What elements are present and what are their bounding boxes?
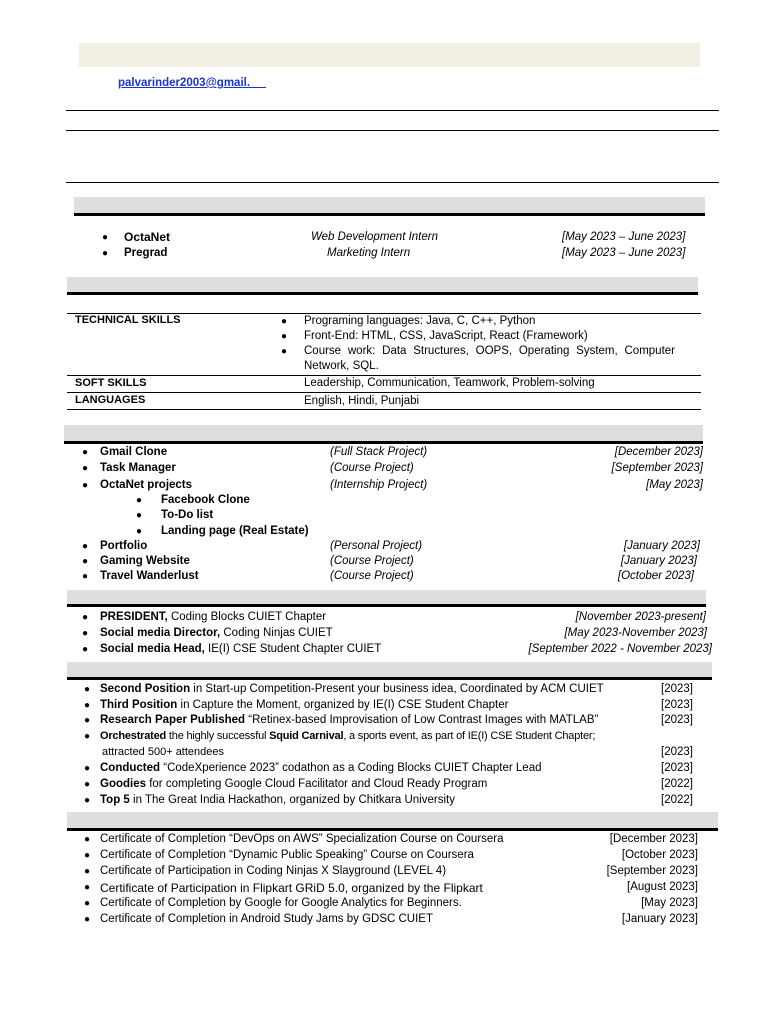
bullet: ● [84,700,91,711]
achievement-bold: Squid Carnival [269,730,344,742]
section-rule [67,677,712,680]
skill-label: SOFT SKILLS [75,377,147,389]
bullet: ● [136,526,143,537]
bullet: ● [84,898,91,909]
experience-dates: [May 2023 – June 2023] [562,231,686,243]
section-rule [67,604,706,607]
achievement-entry [100,699,508,711]
position-title: Social media Head, [100,643,205,655]
certificate-text: Certificate of Participation in Coding Ninjas X Slayground (LEVEL 4) [100,865,447,877]
bullet: ● [82,480,89,491]
bullet: ● [84,715,91,726]
project-type: (Course Project) [330,570,414,582]
project-date: [September 2023] [611,462,703,474]
divider [66,182,719,183]
bullet: ● [84,866,91,877]
bullet: ● [82,541,89,552]
certificates-section-band [67,812,718,828]
experience-dates: [May 2023 – June 2023] [562,247,686,259]
achievement-text: “Retinex-based Improvisation of Low Contrast Images with MATLAB” [245,714,599,726]
certificate-date: [January 2023] [621,913,698,925]
table-rule [67,375,701,376]
project-type: (Course Project) [330,555,414,567]
email-link[interactable]: palvarinder2003@gmail. [118,77,251,89]
project-date: [May 2023] [646,479,703,491]
achievement-year: [2022] [661,794,693,806]
subproject-name: Facebook Clone [161,494,250,506]
project-name: Gmail Clone [100,446,168,458]
positions-section-band [67,590,706,605]
bullet: ● [84,795,91,806]
experience-org: Pregrad [124,247,168,259]
achievement-year: [2023] [661,746,693,758]
certificate-text: Certificate of Completion in Android Study Jams by GDSC CUIET [100,913,433,925]
achievement-entry [100,730,595,742]
experience-role: Marketing Intern [327,247,411,259]
experience-role: Web Development Intern [311,231,438,243]
bullet: ● [82,463,89,474]
skills-section-band [67,277,698,293]
achievement-text: in Start-up Competition-Present your business idea, Coordinated by ACM CUIET [190,683,604,695]
certificate-text: Certificate of Completion by Google for Google Analytics for Beginners. [100,897,462,909]
certificate-date: [May 2023] [641,897,698,909]
achievement-bold: Orchestrated [100,730,167,742]
experience-section-band [74,197,705,213]
achievement-bold: Goodies [100,778,147,790]
position-entry [100,627,333,639]
position-date: [November 2023-present] [575,611,706,623]
bullet: ● [136,495,143,506]
bullet: ● [82,628,89,639]
achievement-bold: Second Position [100,683,191,695]
skill-label: LANGUAGES [75,394,146,406]
position-org: Coding Ninjas CUIET [220,627,333,639]
project-name: Travel Wanderlust [100,570,199,582]
project-type: (Course Project) [330,462,414,474]
subproject-name: To-Do list [161,509,214,521]
skill-item: Leadership, Communication, Teamwork, Problem-solving [304,377,595,389]
achievement-entry [100,794,455,806]
project-date: [October 2023] [617,570,694,582]
project-name: OctaNet projects [100,479,193,491]
skill-item: Front-End: HTML, CSS, JavaScript, React (Framework) [304,330,588,342]
achievement-year: [2023] [661,699,693,711]
achievement-bold: Conducted [100,762,161,774]
bullet: ● [82,556,89,567]
bullet: ● [281,331,288,342]
bullet: ● [82,571,89,582]
achievement-year: [2023] [661,683,693,695]
achievement-text: attracted 500+ attendees [102,746,225,758]
achievements-section-band [67,662,712,678]
certificate-text: Certificate of Participation in Flipkart GRiD 5.0, organized by the Flipkart [100,881,483,895]
project-name: Task Manager [100,462,176,474]
position-date: [May 2023-November 2023] [564,627,707,639]
bullet: ● [136,510,143,521]
section-rule [74,213,705,216]
bullet: ● [84,850,91,861]
skill-item: Network, SQL. [304,360,379,372]
bullet: ● [102,248,109,259]
achievement-entry [100,714,598,726]
section-rule [64,441,703,444]
divider [66,110,719,111]
achievement-text: the highly successful [166,730,270,742]
skill-label: TECHNICAL SKILLS [75,314,181,326]
achievement-text: in Capture the Moment, organized by IE(I) CSE Student Chapter [177,699,509,711]
achievement-text: in The Great India Hackathon, organized by Chitkara University [129,794,455,806]
skill-item: Programing languages: Java, C, C++, Python [304,315,536,327]
position-entry [100,611,326,623]
skill-item: Course work: Data Structures, OOPS, Operating System, Computer [304,345,675,357]
projects-section-band [64,425,703,441]
certificate-text: Certificate of Completion “Dynamic Public Speaking” Course on Coursera [100,849,474,861]
bullet: ● [84,763,91,774]
achievement-entry [100,762,542,774]
certificate-text: Certificate of Completion “DevOps on AWS” Specialization Course on Coursera [100,833,504,845]
experience-org: OctaNet [124,230,171,244]
project-type: (Full Stack Project) [330,446,428,458]
bullet: ● [82,644,89,655]
achievement-entry [100,683,604,695]
certificate-date: [October 2023] [621,849,698,861]
bullet: ● [84,731,91,742]
bullet: ● [82,612,89,623]
bullet: ● [84,779,91,790]
achievement-year: [2022] [661,778,693,790]
position-org: Coding Blocks CUIET Chapter [167,611,327,623]
achievement-bold: Research Paper Published [100,714,246,726]
bullet: ● [281,346,288,357]
section-rule [67,828,718,831]
certificate-date: [December 2023] [609,833,698,845]
achievement-bold: Third Position [100,699,178,711]
project-name: Portfolio [100,540,148,552]
achievement-bold: Top 5 [100,794,130,806]
bullet: ● [84,834,91,845]
achievement-text: “CodeXperience 2023” codathon as a Coding Blocks CUIET Chapter Lead [160,762,542,774]
project-name: Gaming Website [100,555,190,567]
bullet: ● [84,914,91,925]
achievement-year: [2023] [661,714,693,726]
project-type: (Internship Project) [330,479,428,491]
position-date: [September 2022 - November 2023] [528,643,712,655]
header-band [79,43,700,67]
achievement-year: [2023] [661,762,693,774]
bullet: ● [102,232,109,243]
achievement-text: for completing Google Cloud Facilitator and Cloud Ready Program [146,778,488,790]
subproject-name: Landing page (Real Estate) [161,525,309,537]
project-date: [January 2023] [620,555,697,567]
project-date: [December 2023] [614,446,703,458]
position-entry [100,643,381,655]
bullet: ● [84,882,91,893]
position-title: PRESIDENT, [100,611,168,623]
divider [66,130,719,131]
bullet: ● [281,316,288,327]
table-rule [67,392,701,393]
bullet: ● [84,684,91,695]
achievement-entry [100,778,487,790]
position-title: Social media Director, [100,627,221,639]
skill-item: English, Hindi, Punjabi [304,395,420,407]
project-date: [January 2023] [623,540,700,552]
bullet: ● [82,447,89,458]
certificate-date: [September 2023] [606,865,698,877]
project-type: (Personal Project) [330,540,423,552]
position-org: IE(I) CSE Student Chapter CUIET [204,643,382,655]
achievement-text: , a sports event, as part of IE(I) CSE Student Chapter; [343,730,596,742]
section-rule [67,292,698,295]
certificate-date: [August 2023] [627,881,698,893]
table-rule [67,409,701,410]
